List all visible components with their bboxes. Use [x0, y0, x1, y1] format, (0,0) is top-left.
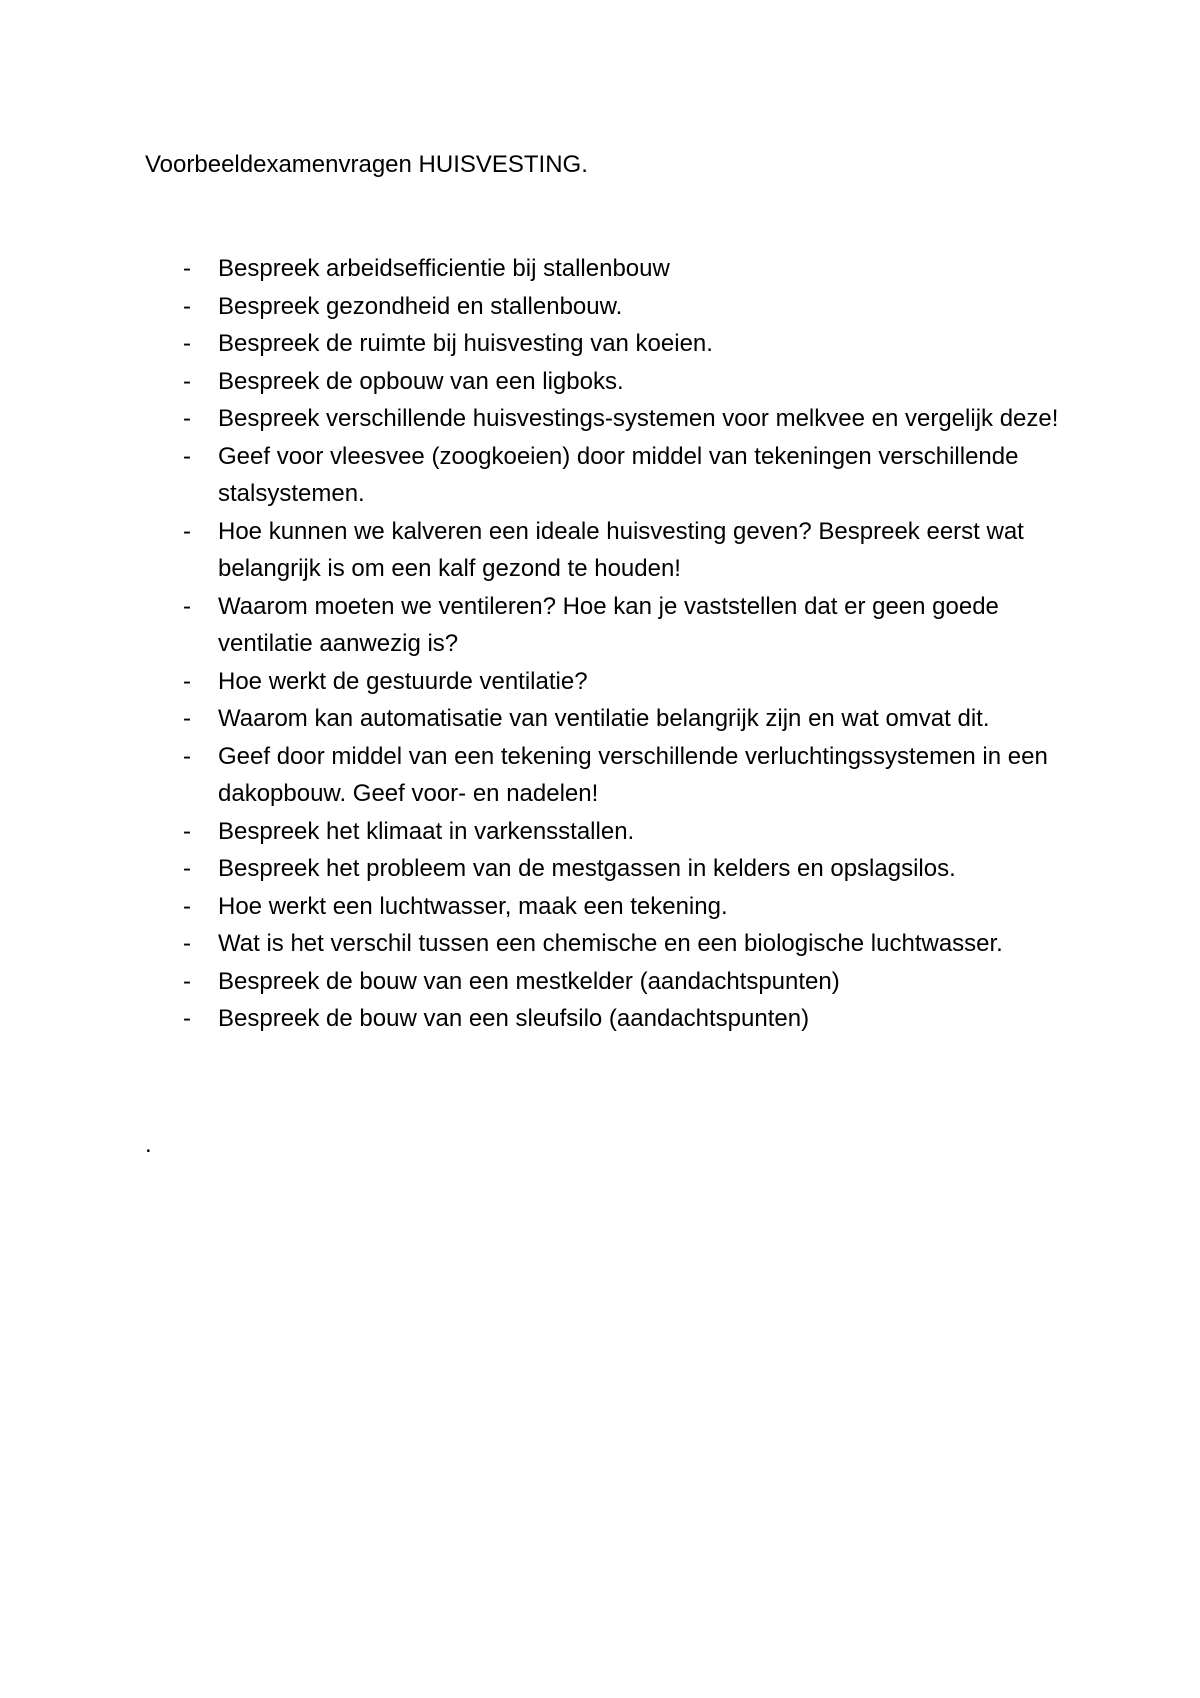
question-text: Bespreek het probleem van de mestgassen in kelders en opslagsilos.	[218, 855, 956, 882]
question-text: Wat is het verschil tussen een chemische en een biologische luchtwasser.	[218, 930, 1003, 957]
list-dash: -	[183, 967, 191, 995]
question-item	[145, 700, 1075, 738]
question-item	[145, 888, 1075, 926]
list-dash: -	[183, 442, 191, 470]
question-item	[145, 325, 1075, 363]
list-dash: -	[183, 367, 191, 395]
question-item	[145, 400, 1075, 438]
question-text: Bespreek verschillende huisvestings-systemen voor melkvee en vergelijk deze!	[218, 405, 1059, 432]
question-text: Bespreek arbeidsefficientie bij stallenbouw	[218, 255, 670, 282]
question-text: Bespreek de bouw van een mestkelder (aandachtspunten)	[218, 967, 840, 995]
question-item	[145, 588, 1075, 663]
list-dash: -	[183, 930, 191, 957]
question-text: Geef voor vleesvee (zoogkoeien) door middel van tekeningen verschillende stalsystemen.	[218, 442, 1019, 507]
list-dash: -	[183, 292, 191, 320]
list-dash: -	[183, 855, 191, 882]
question-text: Bespreek de opbouw van een ligboks.	[218, 367, 624, 395]
question-text: Waarom kan automatisatie van ventilatie belangrijk zijn en wat omvat dit.	[218, 705, 990, 732]
question-item	[145, 363, 1075, 401]
list-dash: -	[183, 330, 191, 357]
question-item	[145, 663, 1075, 701]
question-item	[145, 963, 1075, 1001]
question-text: Bespreek het klimaat in varkensstallen.	[218, 817, 635, 845]
list-dash: -	[183, 405, 191, 432]
list-dash: -	[183, 1005, 191, 1032]
list-dash: -	[183, 817, 191, 845]
question-text: Waarom moeten we ventileren? Hoe kan je vaststellen dat er geen goede ventilatie aanwezig is?	[218, 592, 999, 657]
question-text: Hoe werkt de gestuurde ventilatie?	[218, 667, 588, 695]
question-text: Bespreek de ruimte bij huisvesting van koeien.	[218, 330, 713, 357]
question-text: Bespreek gezondheid en stallenbouw.	[218, 292, 623, 320]
question-item	[145, 925, 1075, 963]
list-dash: -	[183, 742, 191, 770]
question-item	[145, 250, 1075, 288]
list-dash: -	[183, 517, 191, 545]
list-dash: -	[183, 667, 191, 695]
document-title: Voorbeeldexamenvragen HUISVESTING.	[145, 151, 588, 178]
question-item	[145, 288, 1075, 326]
question-item	[145, 738, 1075, 813]
question-text: Bespreek de bouw van een sleufsilo (aandachtspunten)	[218, 1005, 810, 1032]
list-dash: -	[183, 255, 191, 282]
question-item	[145, 813, 1075, 851]
question-text: Hoe werkt een luchtwasser, maak een tekening.	[218, 892, 728, 920]
question-item	[145, 513, 1075, 588]
question-item	[145, 1000, 1075, 1038]
question-text: Hoe kunnen we kalveren een ideale huisvesting geven? Bespreek eerst wat belangrijk is om een kalf gezond te houden!	[218, 517, 1024, 582]
question-list	[145, 250, 1075, 1038]
question-text: Geef door middel van een tekening verschillende verluchtingssystemen in een dakopbouw. Geef voor- en nadelen!	[218, 742, 1048, 807]
list-dash: -	[183, 705, 191, 732]
list-dash: -	[183, 592, 191, 620]
question-item	[145, 850, 1075, 888]
list-dash: -	[183, 892, 191, 920]
question-item	[145, 438, 1075, 513]
trailing-period: .	[145, 1131, 152, 1158]
